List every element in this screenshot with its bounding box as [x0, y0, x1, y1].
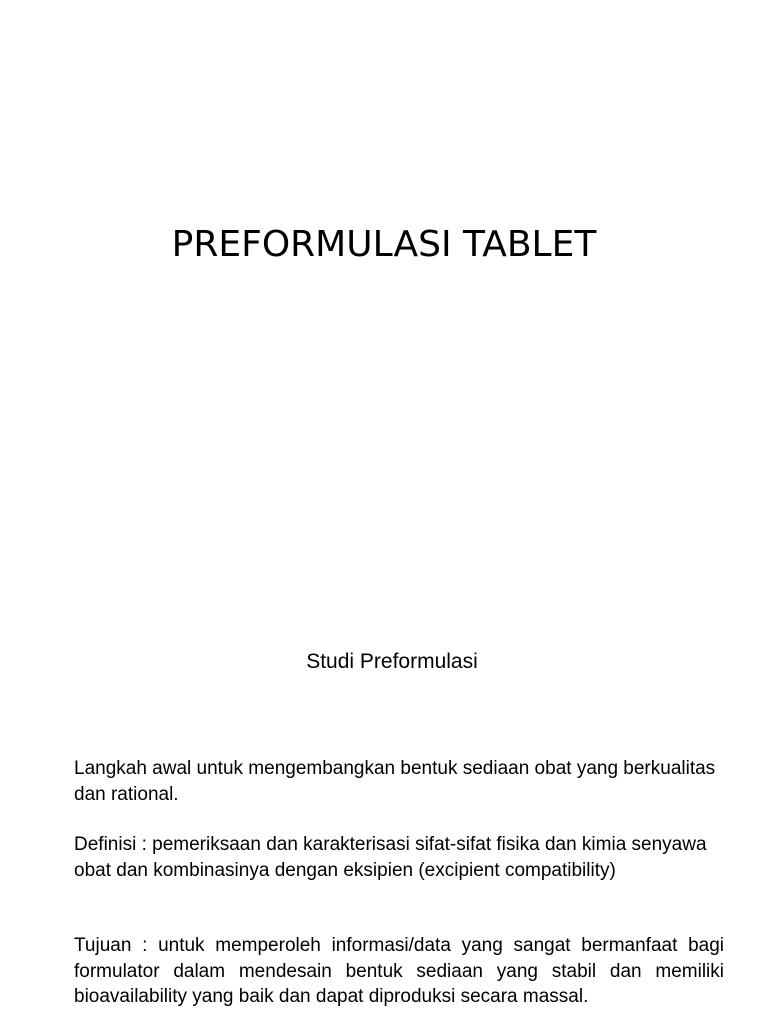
paragraph-langkah-awal: Langkah awal untuk mengembangkan bentuk sediaan obat yang berkualitas dan rational.: [74, 758, 716, 805]
section-subtitle: Studi Preformulasi: [306, 650, 478, 673]
page-title: PREFORMULASI TABLET: [171, 224, 597, 265]
paragraph-definisi: Definisi : pemeriksaan dan karakterisasi sifat-sifat fisika dan kimia senyawa obat dan kombinasinya dengan eksipien (excipient compatibility): [74, 834, 707, 881]
paragraph-tujuan: Tujuan : untuk memperoleh informasi/data yang sangat bermanfaat bagi formulator dalam mendesain bentuk sediaan yang stabil dan memiliki bioavailability yang baik dan dapat diproduksi secara massal.: [74, 935, 724, 1007]
